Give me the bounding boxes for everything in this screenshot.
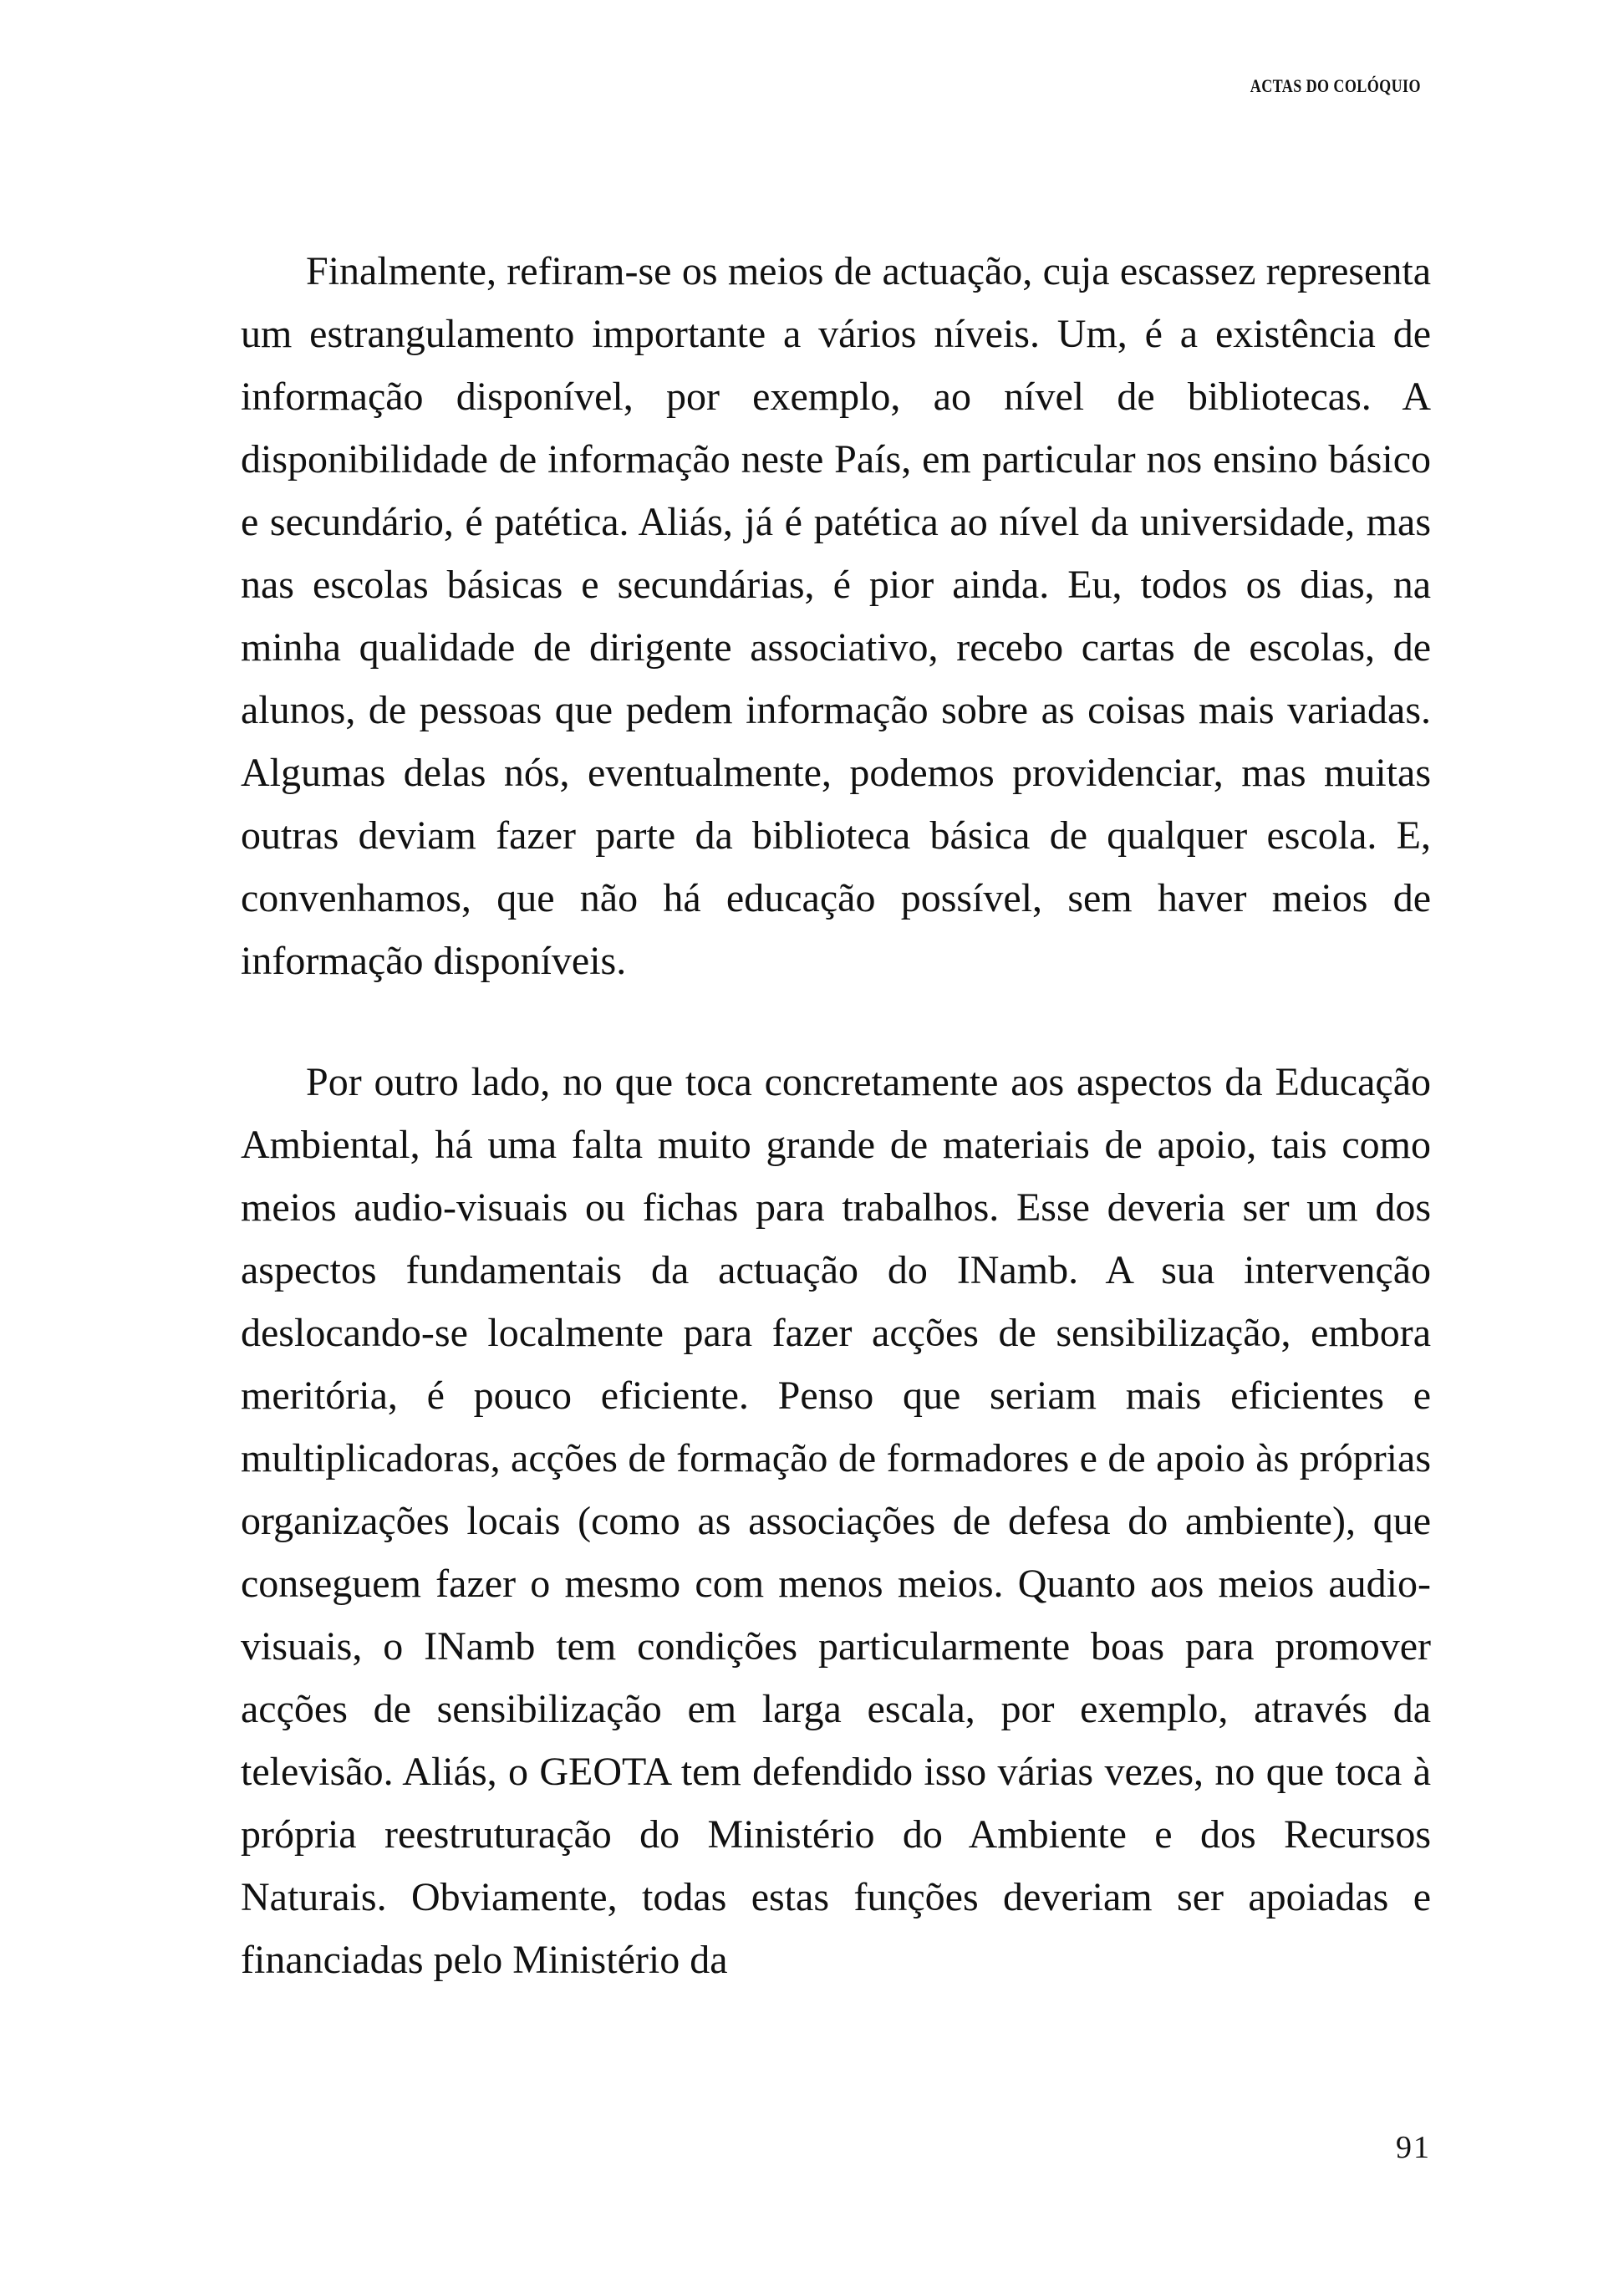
body-text xyxy=(241,240,1431,1991)
paragraph-meios-de-actuacao: Finalmente, refiram-se os meios de actuação, cuja escassez representa um estrangulamento importante a vários níveis. Um, é a existência de informação disponível, por exemplo, ao nível de bibliotecas. A disponibilidade de informação neste País, em particular nos ensino básico e secundário, é patética. Aliás, já é patética ao nível da universidade, mas nas escolas básicas e secundárias, é pior ainda. Eu, todos os dias, na minha qualidade de dirigente associativo, recebo cartas de escolas, de alunos, de pessoas que pedem informação sobre as coisas mais variadas. Algumas delas nós, eventualmente, podemos providenciar, mas muitas outras deviam fazer parte da biblioteca básica de qualquer escola. E, convenhamos, que não há educação possível, sem haver meios de informação disponíveis. xyxy=(241,249,1431,983)
page-number: 91 xyxy=(1396,2130,1431,2165)
running-head: ACTAS DO COLÓQUIO xyxy=(1250,75,1421,96)
paragraph-educacao-ambiental: Por outro lado, no que toca concretamente aos aspectos da Educação Ambiental, há uma falta muito grande de materiais de apoio, tais como meios audio-visuais ou fichas para trabalhos. Esse deveria ser um dos aspectos fundamentais da actuação do INamb. A sua intervenção deslocando-se localmente para fazer acções de sensibilização, embora meritória, é pouco eficiente. Penso que seriam mais eficientes e multiplicadoras, acções de formação de formadores e de apoio às próprias organizações locais (como as associações de defesa do ambiente), que conseguem fazer o mesmo com menos meios. Quanto aos meios audio-visuais, o INamb tem condições particularmente boas para promover acções de sensibilização em larga escala, por exemplo, através da televisão. Aliás, o GEOTA tem defendido isso várias vezes, no que toca à própria reestruturação do Ministério do Ambiente e dos Recursos Naturais. Obviamente, todas estas funções deveriam ser apoiadas e financiadas pelo Ministério da xyxy=(241,1060,1431,1982)
